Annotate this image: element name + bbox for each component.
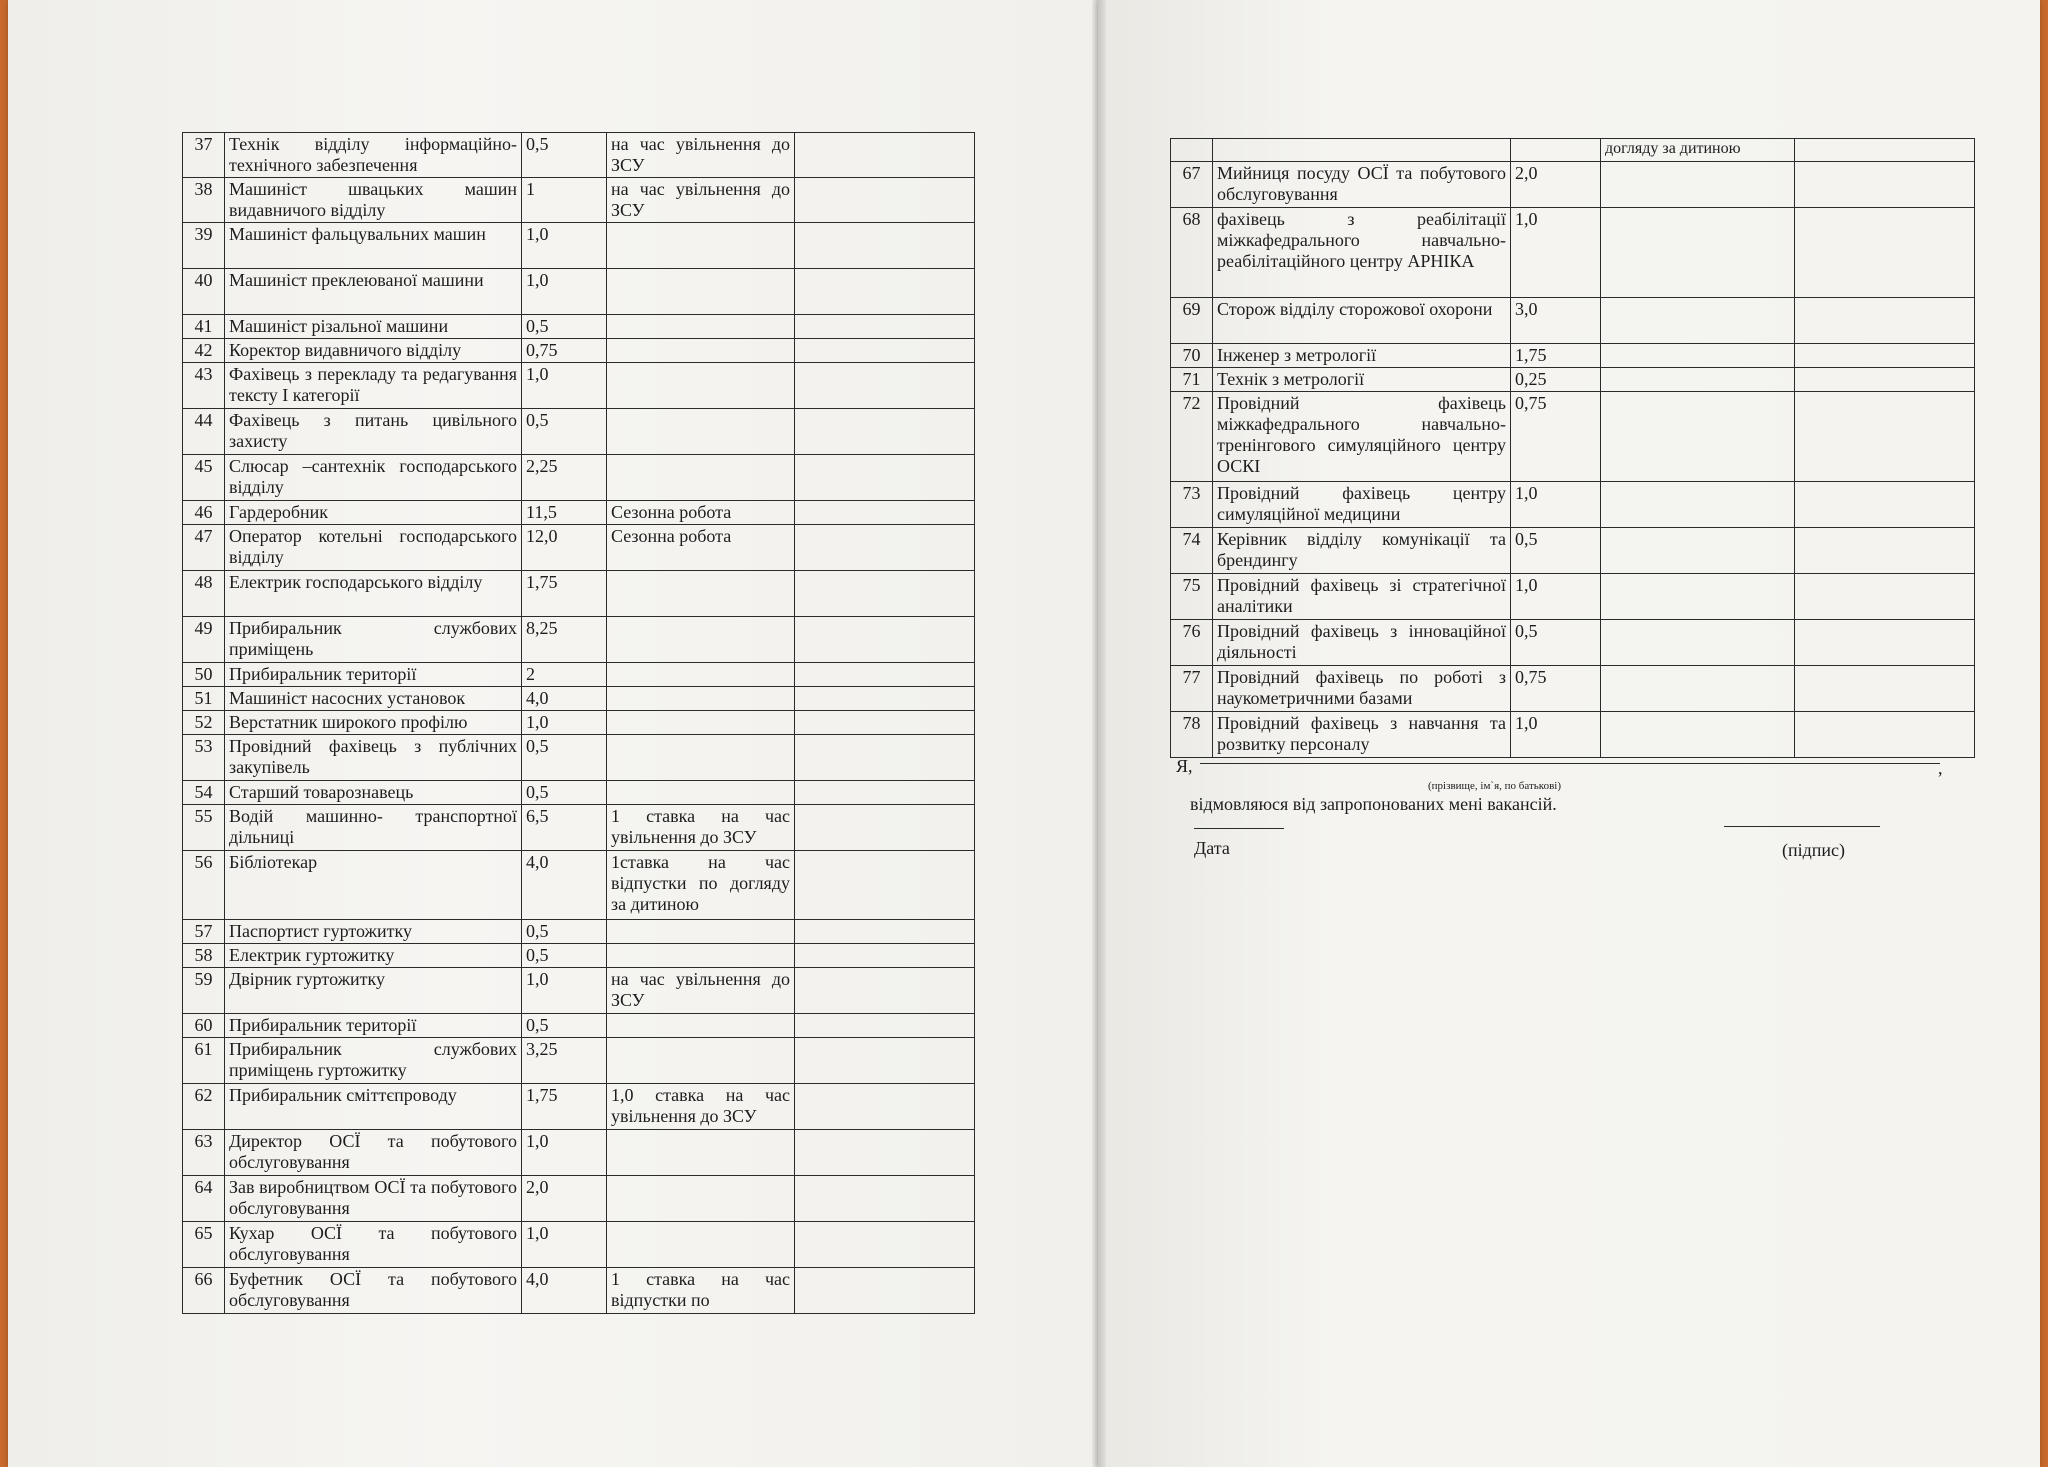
cell-note	[607, 735, 795, 781]
cell-position: Прибиральник території	[225, 663, 522, 687]
cell-extra	[795, 663, 975, 687]
cell-note	[1601, 528, 1795, 574]
cell-extra	[1795, 368, 1975, 392]
table-row	[183, 968, 975, 1014]
cell-position: Прибиральник службових приміщень гуртожитку	[225, 1038, 522, 1084]
cell-number: 52	[183, 711, 225, 735]
cell-position: Технік відділу інформаційно-технічного забезпечення	[225, 133, 522, 178]
signature-line	[1724, 826, 1880, 827]
name-line	[1200, 763, 1940, 764]
cell-position: Гардеробник	[225, 501, 522, 525]
table-row	[1171, 712, 1975, 758]
cell-number: 39	[183, 223, 225, 269]
cell-extra	[795, 944, 975, 968]
table-row	[183, 663, 975, 687]
cell-extra	[795, 920, 975, 944]
cell-position: Провідний фахівець з публічних закупівель	[225, 735, 522, 781]
cell-extra	[795, 133, 975, 178]
cell-position: Фахівець з питань цивільного захисту	[225, 409, 522, 455]
cell-position: Коректор видавничого відділу	[225, 339, 522, 363]
cell-position: Провідний фахівець з навчання та розвитку персоналу	[1213, 712, 1511, 758]
cell-extra	[795, 1130, 975, 1176]
cell-rate: 0,5	[522, 133, 607, 178]
cell-number: 69	[1171, 298, 1213, 344]
cell-position: Водій машинно- транспортної дільниці	[225, 805, 522, 851]
cell-note: Сезонна робота	[607, 525, 795, 571]
cell-position: Фахівець з перекладу та редагування тексту І категорії	[225, 363, 522, 409]
cell-extra	[795, 315, 975, 339]
cell-note	[1601, 162, 1795, 208]
cell-rate: 1,0	[522, 1130, 607, 1176]
cell-rate: 0,5	[522, 409, 607, 455]
cell-number	[1171, 139, 1213, 162]
cell-note	[607, 339, 795, 363]
cell-position: Прибиральник території	[225, 1014, 522, 1038]
cell-number: 51	[183, 687, 225, 711]
cell-position: Директор ОСЇ та побутового обслуговування	[225, 1130, 522, 1176]
cell-note	[607, 363, 795, 409]
cell-position: Машиніст преклеюваної машини	[225, 269, 522, 315]
cell-number: 75	[1171, 574, 1213, 620]
cell-number: 50	[183, 663, 225, 687]
cell-extra	[795, 1084, 975, 1130]
cell-note	[1601, 298, 1795, 344]
cell-position: Мийниця посуду ОСЇ та побутового обслуговування	[1213, 162, 1511, 208]
cell-rate: 1,0	[522, 968, 607, 1014]
cell-number: 72	[1171, 392, 1213, 482]
cell-rate: 4,0	[522, 1268, 607, 1314]
cell-number: 61	[183, 1038, 225, 1084]
cell-position: Технік з метрології	[1213, 368, 1511, 392]
cell-note	[1601, 344, 1795, 368]
cell-note	[607, 781, 795, 805]
table-row	[1171, 344, 1975, 368]
cell-note: 1,0 ставка на час увільнення до ЗСУ	[607, 1084, 795, 1130]
cell-rate: 0,5	[522, 781, 607, 805]
cell-rate: 2,0	[1511, 162, 1601, 208]
cell-rate: 0,75	[1511, 666, 1601, 712]
cell-note: на час увільнення до ЗСУ	[607, 968, 795, 1014]
cell-position: Оператор котельні господарського відділу	[225, 525, 522, 571]
cell-rate: 0,5	[1511, 528, 1601, 574]
cell-note	[607, 269, 795, 315]
cell-note	[607, 571, 795, 617]
table-row	[183, 455, 975, 501]
page-fold	[1092, 0, 1106, 1467]
continuation-row	[1171, 139, 1975, 162]
cell-note	[1601, 392, 1795, 482]
cell-extra	[1795, 528, 1975, 574]
cell-extra	[1795, 208, 1975, 298]
cell-number: 59	[183, 968, 225, 1014]
cell-rate: 3,0	[1511, 298, 1601, 344]
refusal-text: відмовляюся від запропонованих мені вакансій.	[1190, 794, 1557, 814]
table-row	[1171, 620, 1975, 666]
cell-number: 49	[183, 617, 225, 663]
cell-position: Прибиральник службових приміщень	[225, 617, 522, 663]
cell-number: 64	[183, 1176, 225, 1222]
cell-extra	[795, 1014, 975, 1038]
cell-number: 57	[183, 920, 225, 944]
cell-note: на час увільнення до ЗСУ	[607, 178, 795, 223]
table-row	[183, 617, 975, 663]
cell-extra	[795, 571, 975, 617]
table-row	[183, 735, 975, 781]
table-row	[183, 687, 975, 711]
table-row	[183, 409, 975, 455]
cell-note	[607, 711, 795, 735]
table-row	[183, 315, 975, 339]
cell-number: 76	[1171, 620, 1213, 666]
cell-rate: 1,0	[1511, 482, 1601, 528]
table-row	[1171, 208, 1975, 298]
cell-extra	[795, 501, 975, 525]
cell-extra	[795, 1222, 975, 1268]
cell-position: Керівник відділу комунікації та брендингу	[1213, 528, 1511, 574]
cell-extra	[1795, 162, 1975, 208]
cell-rate: 0,5	[522, 735, 607, 781]
cell-number: 47	[183, 525, 225, 571]
cell-rate: 2,0	[522, 1176, 607, 1222]
cell-number: 44	[183, 409, 225, 455]
cell-note	[607, 315, 795, 339]
vacancy-table-left	[182, 132, 975, 1314]
cell-extra	[1795, 482, 1975, 528]
cell-extra	[795, 805, 975, 851]
cell-note	[607, 455, 795, 501]
cell-position: Машиніст різальної машини	[225, 315, 522, 339]
cell-extra	[795, 339, 975, 363]
table-row	[1171, 368, 1975, 392]
table-row	[183, 711, 975, 735]
cell-number: 56	[183, 851, 225, 920]
cell-rate: 12,0	[522, 525, 607, 571]
cell-note: Сезонна робота	[607, 501, 795, 525]
cell-note: 1 ставка на час увільнення до ЗСУ	[607, 805, 795, 851]
cell-position	[1213, 139, 1511, 162]
cell-rate: 1,75	[522, 571, 607, 617]
cell-position: Сторож відділу сторожової охорони	[1213, 298, 1511, 344]
cell-extra	[795, 525, 975, 571]
cell-rate: 0,25	[1511, 368, 1601, 392]
cell-rate: 0,5	[522, 920, 607, 944]
cell-rate: 0,5	[522, 1014, 607, 1038]
table-row	[1171, 392, 1975, 482]
cell-position: Паспортист гуртожитку	[225, 920, 522, 944]
table-row	[183, 1176, 975, 1222]
cell-position: Зав виробництвом ОСЇ та побутового обслуговування	[225, 1176, 522, 1222]
cell-note	[1601, 208, 1795, 298]
cell-number: 58	[183, 944, 225, 968]
cell-position: Електрик господарського відділу	[225, 571, 522, 617]
cell-rate: 1,0	[522, 363, 607, 409]
cell-number: 73	[1171, 482, 1213, 528]
cell-position: Старший товарознавець	[225, 781, 522, 805]
cell-extra	[1795, 666, 1975, 712]
cell-number: 67	[1171, 162, 1213, 208]
cell-rate: 3,25	[522, 1038, 607, 1084]
cell-number: 77	[1171, 666, 1213, 712]
cell-number: 53	[183, 735, 225, 781]
cell-extra	[795, 1176, 975, 1222]
cell-extra	[795, 269, 975, 315]
cell-note	[607, 1014, 795, 1038]
table-row	[183, 269, 975, 315]
cell-position: Інженер з метрології	[1213, 344, 1511, 368]
cell-position: Провідний фахівець центру симуляційної медицини	[1213, 482, 1511, 528]
cell-rate: 6,5	[522, 805, 607, 851]
cell-position: Провідний фахівець по роботі з наукометричними базами	[1213, 666, 1511, 712]
name-line-comma: ,	[1938, 758, 1943, 778]
cell-rate: 8,25	[522, 617, 607, 663]
cell-note: на час увільнення до ЗСУ	[607, 133, 795, 178]
cell-extra	[1795, 574, 1975, 620]
cell-number: 46	[183, 501, 225, 525]
table-row	[183, 1038, 975, 1084]
table-row	[183, 571, 975, 617]
cell-extra	[1795, 298, 1975, 344]
cell-rate: 1	[522, 178, 607, 223]
cell-extra	[795, 223, 975, 269]
cell-position: фахівець з реабілітації міжкафедрального навчально-реабілітаційного центру АРНІКА	[1213, 208, 1511, 298]
cell-note	[1601, 666, 1795, 712]
signature-label: (підпис)	[1782, 840, 1846, 860]
cell-position: Провідний фахівець міжкафедрального навчально-тренінгового симуляційного центру ОСКІ	[1213, 392, 1511, 482]
cell-note	[607, 944, 795, 968]
cell-note	[607, 409, 795, 455]
cell-position: Машиніст фальцувальних машин	[225, 223, 522, 269]
table-row	[183, 851, 975, 920]
continuation-note: догляду за дитиною	[1601, 139, 1795, 162]
cell-number: 45	[183, 455, 225, 501]
table-row	[183, 1222, 975, 1268]
cell-note	[1601, 712, 1795, 758]
cell-extra	[795, 968, 975, 1014]
cell-extra	[1795, 139, 1975, 162]
cell-number: 48	[183, 571, 225, 617]
cell-position: Бібліотекар	[225, 851, 522, 920]
date-label: Дата	[1194, 838, 1230, 858]
cell-note	[607, 1130, 795, 1176]
cell-rate: 2	[522, 663, 607, 687]
cell-number: 43	[183, 363, 225, 409]
cell-rate: 1,0	[522, 1222, 607, 1268]
name-hint: (прізвище, ім`я, по батькові)	[1428, 780, 1561, 792]
cell-number: 63	[183, 1130, 225, 1176]
cell-rate: 0,75	[522, 339, 607, 363]
cell-rate: 1,0	[1511, 208, 1601, 298]
cell-extra	[795, 178, 975, 223]
cell-position: Машиніст насосних установок	[225, 687, 522, 711]
cell-extra	[795, 617, 975, 663]
cell-extra	[795, 735, 975, 781]
cell-extra	[1795, 620, 1975, 666]
cell-extra	[795, 1268, 975, 1314]
cell-extra	[795, 409, 975, 455]
cell-extra	[795, 851, 975, 920]
table-row	[183, 525, 975, 571]
cell-rate: 1,75	[522, 1084, 607, 1130]
table-row	[1171, 574, 1975, 620]
cell-note	[1601, 574, 1795, 620]
table-row	[1171, 162, 1975, 208]
cell-rate: 4,0	[522, 851, 607, 920]
cell-number: 38	[183, 178, 225, 223]
cell-extra	[1795, 344, 1975, 368]
table-row	[183, 363, 975, 409]
cell-rate: 2,25	[522, 455, 607, 501]
cell-extra	[1795, 392, 1975, 482]
cell-position: Провідний фахівець зі стратегічної аналітики	[1213, 574, 1511, 620]
cell-number: 68	[1171, 208, 1213, 298]
table-row	[183, 781, 975, 805]
cell-extra	[795, 687, 975, 711]
cell-note: 1 ставка на час відпустки по	[607, 1268, 795, 1314]
cell-note	[607, 617, 795, 663]
table-row	[1171, 482, 1975, 528]
cell-number: 42	[183, 339, 225, 363]
cell-note	[607, 1038, 795, 1084]
cell-extra	[795, 455, 975, 501]
cell-number: 62	[183, 1084, 225, 1130]
cell-position: Слюсар –сантехнік господарського відділу	[225, 455, 522, 501]
cell-rate: 1,0	[522, 269, 607, 315]
cell-number: 78	[1171, 712, 1213, 758]
cell-note	[607, 1176, 795, 1222]
cell-rate: 0,75	[1511, 392, 1601, 482]
cell-number: 37	[183, 133, 225, 178]
cell-note	[607, 1222, 795, 1268]
cell-position: Провідний фахівець з інноваційної діяльності	[1213, 620, 1511, 666]
cell-note	[1601, 368, 1795, 392]
cell-rate: 1,75	[1511, 344, 1601, 368]
cell-extra	[795, 1038, 975, 1084]
i-label: Я,	[1176, 756, 1193, 776]
table-row	[183, 1268, 975, 1314]
cell-rate: 0,5	[1511, 620, 1601, 666]
table-row	[1171, 528, 1975, 574]
cell-number: 60	[183, 1014, 225, 1038]
table-row	[183, 223, 975, 269]
table-row	[183, 920, 975, 944]
cell-position: Прибиральник сміттєпроводу	[225, 1084, 522, 1130]
cell-number: 71	[1171, 368, 1213, 392]
table-row	[183, 133, 975, 178]
cell-rate: 1,0	[522, 223, 607, 269]
date-line	[1194, 828, 1284, 829]
cell-extra	[795, 711, 975, 735]
cell-note: 1ставка на час відпустки по догляду за дитиною	[607, 851, 795, 920]
cell-number: 41	[183, 315, 225, 339]
table-row	[183, 1130, 975, 1176]
table-row	[1171, 298, 1975, 344]
cell-note	[1601, 620, 1795, 666]
cell-number: 40	[183, 269, 225, 315]
cell-note	[607, 223, 795, 269]
vacancy-table-right	[1170, 138, 1975, 758]
cell-extra	[1795, 712, 1975, 758]
cell-note	[607, 920, 795, 944]
table-row	[1171, 666, 1975, 712]
table-row	[183, 178, 975, 223]
cell-position: Машиніст швацьких машин видавничого відділу	[225, 178, 522, 223]
cell-rate: 1,0	[1511, 574, 1601, 620]
cell-number: 66	[183, 1268, 225, 1314]
cell-note	[1601, 482, 1795, 528]
cell-position: Електрик гуртожитку	[225, 944, 522, 968]
cell-extra	[795, 363, 975, 409]
cell-number: 74	[1171, 528, 1213, 574]
cell-position: Двірник гуртожитку	[225, 968, 522, 1014]
cell-rate: 1,0	[1511, 712, 1601, 758]
cell-note	[607, 687, 795, 711]
cell-position: Кухар ОСЇ та побутового обслуговування	[225, 1222, 522, 1268]
cell-rate: 0,5	[522, 944, 607, 968]
cell-number: 55	[183, 805, 225, 851]
cell-rate: 0,5	[522, 315, 607, 339]
table-row	[183, 339, 975, 363]
cell-rate: 1,0	[522, 711, 607, 735]
cell-position: Верстатник широкого профілю	[225, 711, 522, 735]
table-row	[183, 944, 975, 968]
table-row	[183, 501, 975, 525]
cell-rate: 11,5	[522, 501, 607, 525]
cell-number: 54	[183, 781, 225, 805]
cell-number: 70	[1171, 344, 1213, 368]
table-row	[183, 1084, 975, 1130]
cell-number: 65	[183, 1222, 225, 1268]
table-row	[183, 805, 975, 851]
cell-position: Буфетник ОСЇ та побутового обслуговування	[225, 1268, 522, 1314]
cell-extra	[795, 781, 975, 805]
cell-rate: 4,0	[522, 687, 607, 711]
table-row	[183, 1014, 975, 1038]
cell-rate	[1511, 139, 1601, 162]
cell-note	[607, 663, 795, 687]
